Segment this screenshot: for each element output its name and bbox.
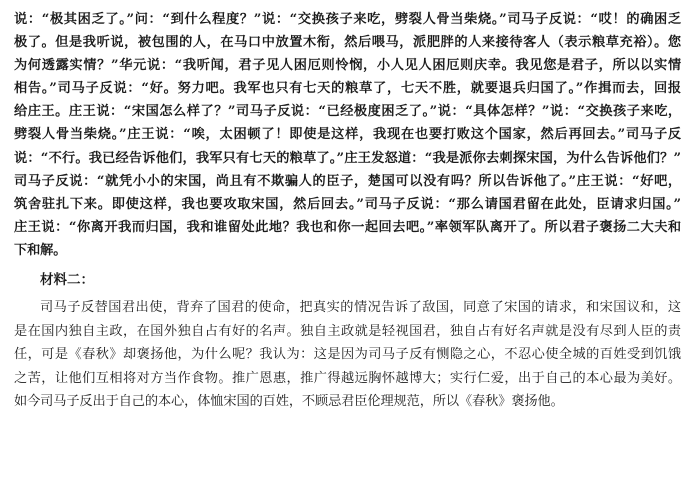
text-line: 为何透露实情？”华元说：“我听闻，君子见人困厄则怜悯，小人见人困厄则庆幸。我见您是君子，所以以实情 bbox=[14, 58, 681, 74]
material-one-translation bbox=[14, 8, 681, 262]
document-page bbox=[14, 8, 681, 414]
text-line: 是在国内独自主政，在国外独自占有好的名声。独自主政就是轻视国君，独自占有好名声就是没有尽到人臣的责 bbox=[14, 323, 681, 339]
text-line: 劈裂人骨当柴烧。”庄王说：“唉，太困顿了！即使是这样，我现在也要打败这个国家，然后再回去。”司马子反 bbox=[14, 127, 681, 143]
text-line: 司马子反说：“就凭小小的宋国，尚且有不欺骗人的臣子，楚国可以没有吗？所以告诉他了。”庄王说：“好吧， bbox=[14, 173, 681, 189]
text-line: 说：“不行。我已经告诉他们，我军只有七天的粮草了。”庄王发怒道：“我是派你去刺探宋国，为什么告诉他们？” bbox=[14, 150, 681, 166]
text-line: 给庄王。庄王说：“宋国怎么样了？”司马子反说：“已经极度困乏了。”说：“具体怎样？”说：“交换孩子来吃， bbox=[14, 104, 681, 120]
material-two-translation bbox=[14, 296, 681, 414]
text-line: 庄王说：“你离开我而归国，我和谁留处此地？我也和你一起回去吧。”率领军队离开了。所以君子褒扬二大夫和 bbox=[14, 219, 681, 235]
text-line: 之苦，让他们互相将对方当作食物。推广恩惠，推广得越远胸怀越博大；实行仁爱，出于自己的本心最为美好。 bbox=[14, 370, 681, 386]
text-line: 说：“极其困乏了。”问：“到什么程度？”说：“交换孩子来吃，劈裂人骨当柴烧。”司马子反说：“哎！的确困乏 bbox=[14, 12, 681, 27]
text-line: 任，可是《春秋》却褒扬他，为什么呢？我认为：这是因为司马子反有恻隐之心，不忍心使全城的百姓受到饥饿 bbox=[14, 347, 681, 363]
text-line: 相告。”司马子反说：“好。努力吧。我军也只有七天的粮草了，七天不胜，就要退兵归国了。”作揖而去，回报 bbox=[14, 81, 681, 97]
text-line: 司马子反替国君出使，背弃了国君的使命，把真实的情况告诉了敌国，同意了宋国的请求，和宋国议和，这 bbox=[40, 300, 681, 316]
text-line: 下和解。 bbox=[14, 242, 67, 258]
section-heading-material-two: 材料二： bbox=[40, 272, 94, 289]
text-line: 如今司马子反出于自己的本心，体恤宋国的百姓，不顾忌君臣伦理规范，所以《春秋》褒扬他。 bbox=[14, 394, 564, 410]
text-line: 筑舍驻扎下来。即使这样，我也要攻取宋国，然后回去。”司马子反说：“那么请国君留在此处，臣请求归国。” bbox=[14, 196, 681, 212]
text-line: 极了。但是我听说，被包围的人，在马口中放置木衔，然后喂马，派肥胖的人来接待客人（表示粮草充裕）。您 bbox=[14, 35, 681, 51]
